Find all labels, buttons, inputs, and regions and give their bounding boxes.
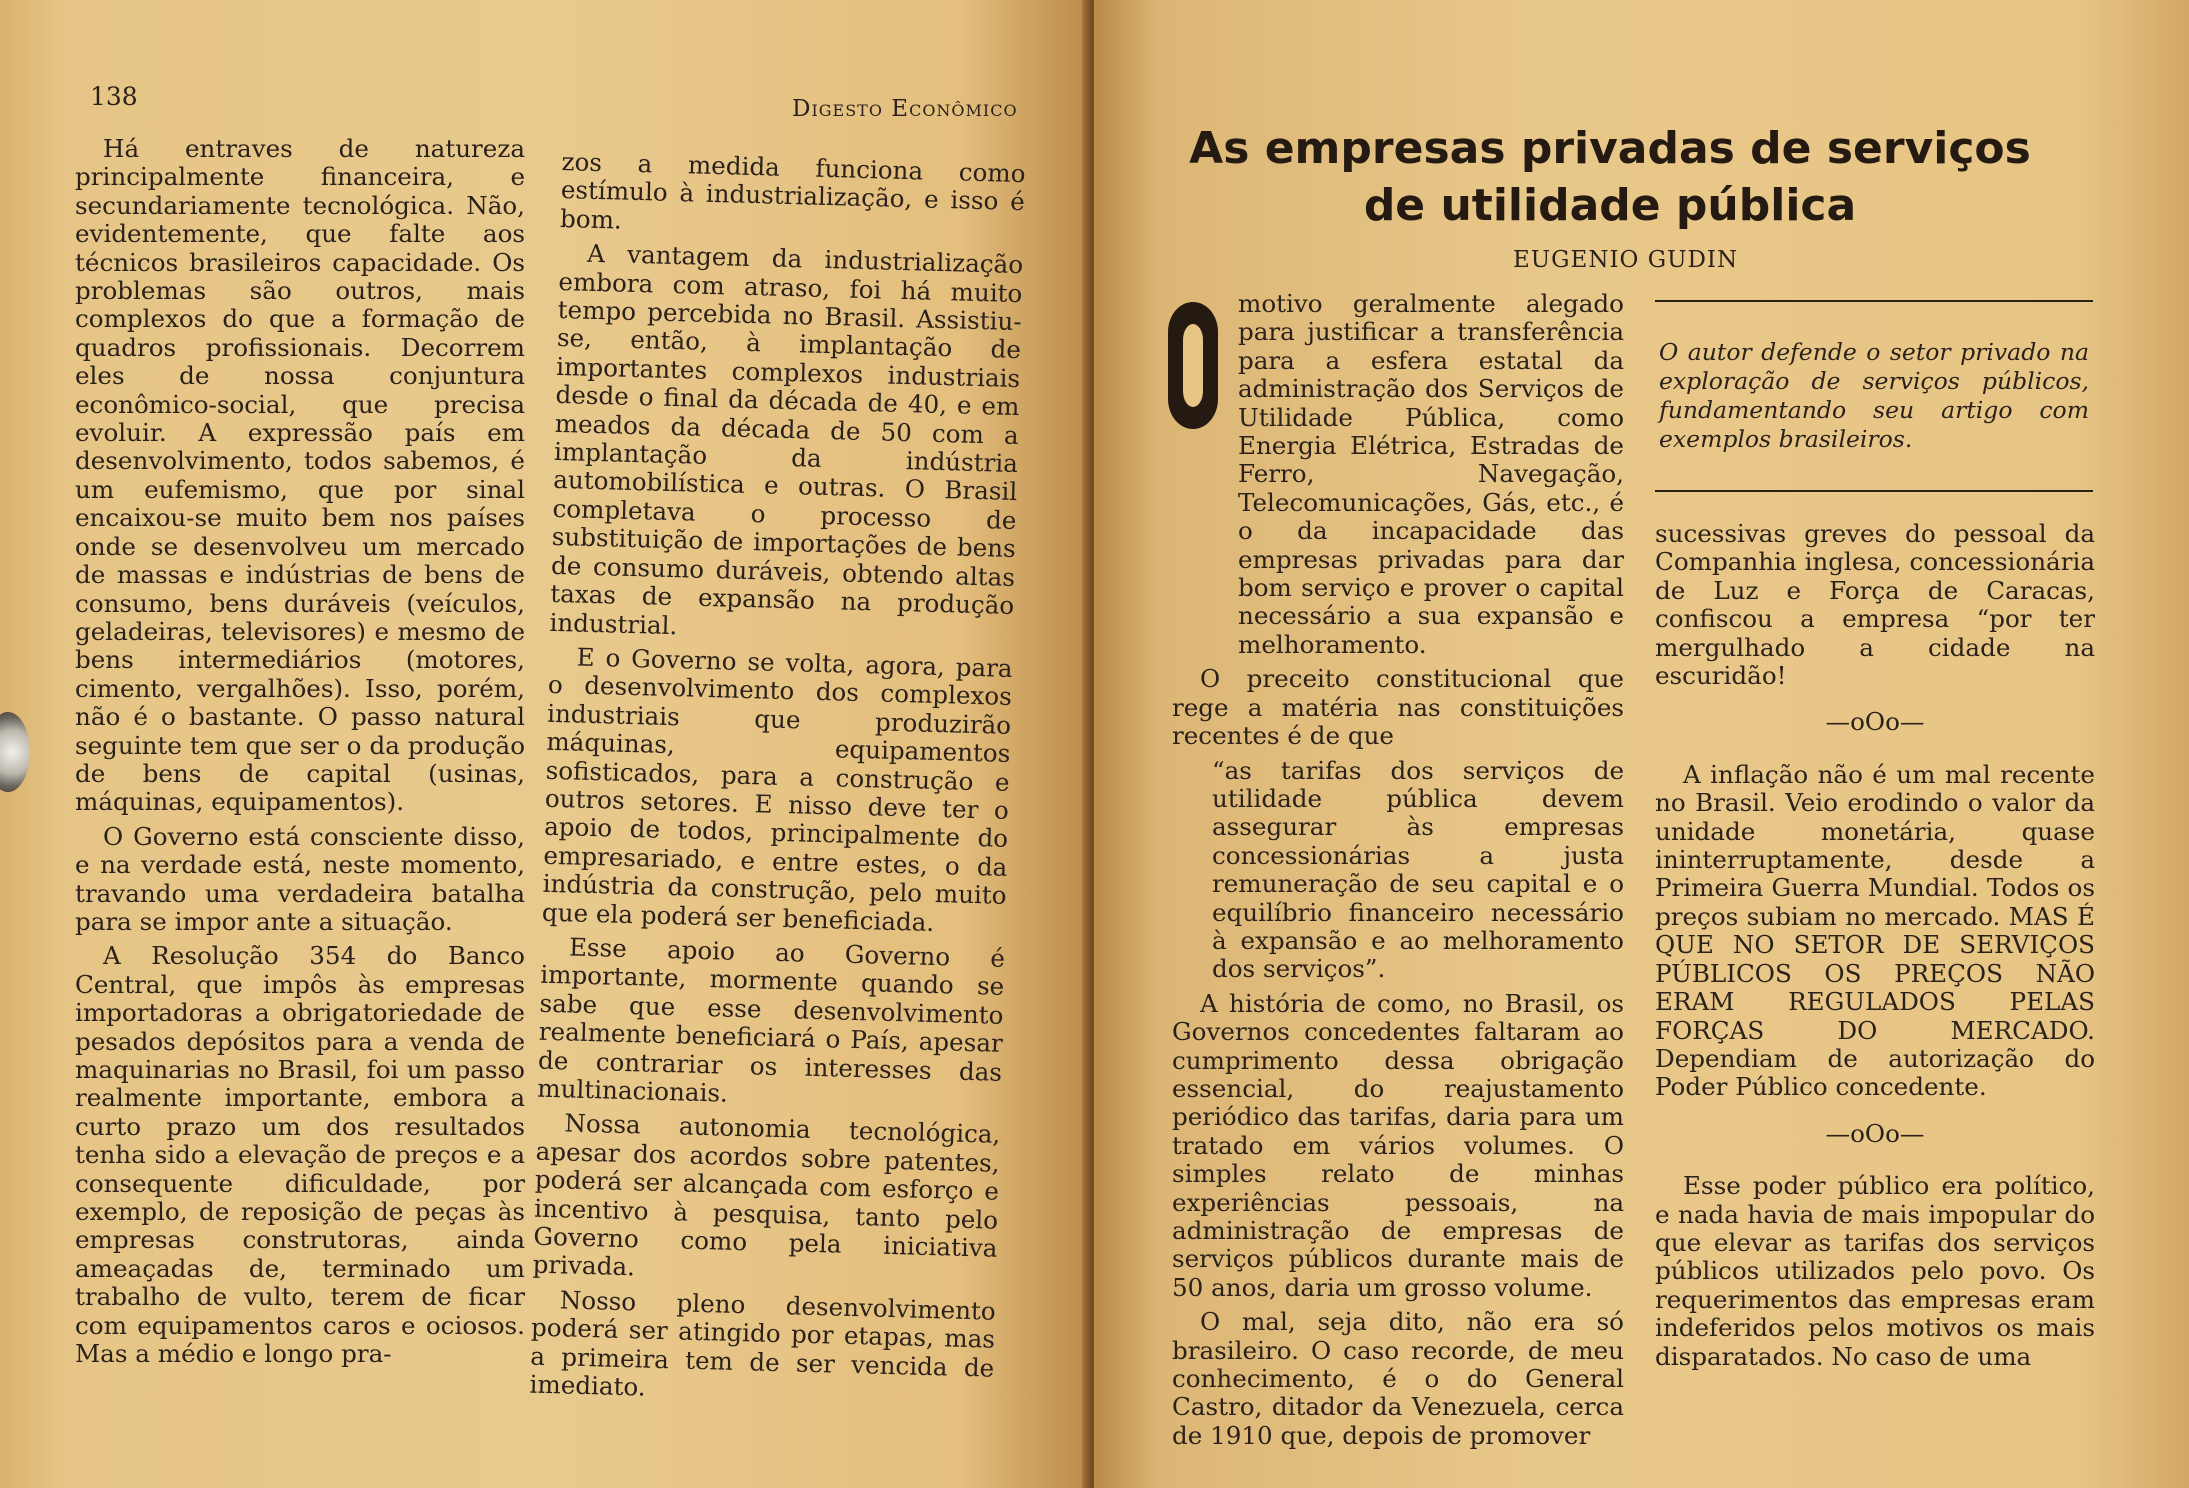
paragraph: Nosso pleno desenvolvimento poderá ser atingido por etapas, mas a primeira tem de ser vencida de imediato.	[529, 1285, 997, 1402]
section-separator: —oOo—	[1825, 707, 1925, 737]
running-head: Digesto Econômico	[792, 96, 1018, 122]
paragraph: E o Governo se volta, agora, para o desenvolvimento dos complexos industriais que produzirão máquinas, equipamentos sofisticados, para a construção e outros setores. E nisso deve ter o apoio de todos, principalmente do empresariado, e entre estes, o da indústria da construção, pelo muito que ela poderá ser beneficiada.	[541, 642, 1013, 937]
page-number: 138	[90, 82, 138, 111]
paragraph: O preceito constitucional que rege a matéria nas constituições recentes é de que	[1172, 664, 1624, 751]
right-column-2	[1655, 520, 2095, 1371]
right-column-1	[1172, 290, 1624, 1450]
constitution-quote: “as tarifas dos serviços de utilidade pública devem assegurar às empresas concessionárias a justa remuneração de seu capital e o equilíbrio financeiro necessário à expansão e ao melhoramento dos serviços”.	[1212, 755, 1624, 984]
section-separator: —oOo—	[1825, 1118, 1925, 1148]
abstract-box	[1655, 300, 2093, 492]
article-author: EUGENIO GUDIN	[1513, 247, 1739, 273]
binding-hole	[0, 712, 30, 792]
paragraph: O mal, seja dito, não era só brasileiro. O caso recorde, de meu conhecimento, é o do General Castro, ditador da Venezuela, cerca de 1910 que, depois de promover	[1172, 1307, 1624, 1450]
article-title: As empresas privadas de serviços de utilidade pública	[1189, 123, 2031, 231]
abstract-text: O autor defende o setor privado na exploração de serviços públicos, fundamentando seu artigo com exemplos brasileiros.	[1659, 338, 2089, 453]
paragraph: zos a medida funciona como estímulo à industrialização, e isso é bom.	[559, 147, 1026, 235]
paragraph: Nossa autonomia tecnológica, apesar dos acordos sobre patentes, poderá ser alcançada com esforço e incentivo à pesquisa, tanto pelo Governo como pela iniciativa privada.	[532, 1108, 1001, 1282]
paragraph: Esse apoio ao Governo é importante, mormente quando se sabe que esse desenvolvimento realmente beneficiará o País, apesar de contrariar os interesses das multinacionais.	[537, 932, 1006, 1108]
left-column-1	[75, 135, 525, 1368]
paragraph: A história de como, no Brasil, os Governos concedentes faltaram ao cumprimento dessa obrigação essencial, do reajustamento periódico das tarifas, daria para um tratado em vários volumes. O simples relato de minhas experiências pessoais, na administração de empresas de serviços públicos durante mais de 50 anos, daria um grosso volume.	[1172, 988, 1624, 1302]
paragraph: Há entraves de natureza principalmente financeira, e secundariamente tecnológica. Não, evidentemente, que falte aos técnicos brasileiros capacidade. Os problemas são outros, mais complexos do que a formação de quadros profissionais. Decorrem eles de nossa conjuntura econômico-social, que precisa evoluir. A expressão país em desenvolvimento, todos sabemos, é um eufemismo, que por sinal encaixou-se muito bem nos países onde se desenvolveu um mercado de massas e indústrias de bens de consumo, bens duráveis (veículos, geladeiras, televisores) e mesmo de bens intermediários (motores, cimento, vergalhões). Isso, porém, não é o bastante. O passo natural seguinte tem que ser o da produção de bens de capital (usinas, máquinas, equipamentos).	[75, 134, 525, 817]
left-column-2	[529, 148, 1026, 1411]
paragraph: O Governo está consciente disso, e na verdade está, neste momento, travando uma verdadeira batalha para se impor ante a situação.	[75, 821, 525, 936]
lead-paragraph: motivo geralmente alegado para justificar a transferência para a esfera estatal da administração dos Serviços de Utilidade Pública, como Energia Elétrica, Estradas de Ferro, Navegação, Telecomunicações, Gás, etc., é o da incapacidade das empresas privadas para dar bom serviço e prover o capital necessário a sua expansão e melhoramento.	[1238, 289, 1624, 659]
paragraph: A inflação não é um mal recente no Brasil. Veio erodindo o valor da unidade monetária, quase ininterruptamente, desde a Primeira Guerra Mundial. Todos os preços subiam no mercado. MAS É QUE NO SETOR DE SERVIÇOS PÚBLICOS OS PREÇOS NÃO ERAM REGULADOS PELAS FORÇAS DO MERCADO. Dependiam de autorização do Poder Público concedente.	[1655, 759, 2095, 1102]
left-page	[0, 0, 1090, 1488]
paragraph: Esse poder público era político, e nada havia de mais impopular do que elevar as tarifas dos serviços públicos utilizados pelo povo. Os requerimentos das empresas eram indeferidos pelos motivos os mais disparatados. No caso de uma	[1655, 1171, 2095, 1371]
paragraph: A vantagem da industrialização embora com atraso, foi há muito tempo percebida no Brasil. Assistiu-se, então, à implantação de importantes complexos industriais desde o final da década de 40, e em meados da década de 50 com a implantação da indústria automobilística e outras. O Brasil completava o processo de substituição de importações de bens de consumo duráveis, obtendo altas taxas de expansão na produção industrial.	[549, 238, 1024, 640]
paragraph: sucessivas greves do pessoal da Companhia inglesa, concessionária de Luz e Força de Caracas, confiscou a empresa “por ter mergulhado a cidade na escuridão!	[1655, 519, 2095, 691]
paragraph: A Resolução 354 do Banco Central, que impôs às empresas importadoras a obrigatoriedade de pesados depósitos para a venda de maquinarias no Brasil, foi um passo realmente importante, embora a curto prazo um dos resultados tenha sido a elevação de preços e a consequente dificuldade, por exemplo, de reposição de peças às empresas construtoras, ainda ameaçadas de, terminado um trabalho de vulto, terem de ficar com equipamentos caros e ociosos. Mas a médio e longo pra-	[75, 941, 525, 1369]
